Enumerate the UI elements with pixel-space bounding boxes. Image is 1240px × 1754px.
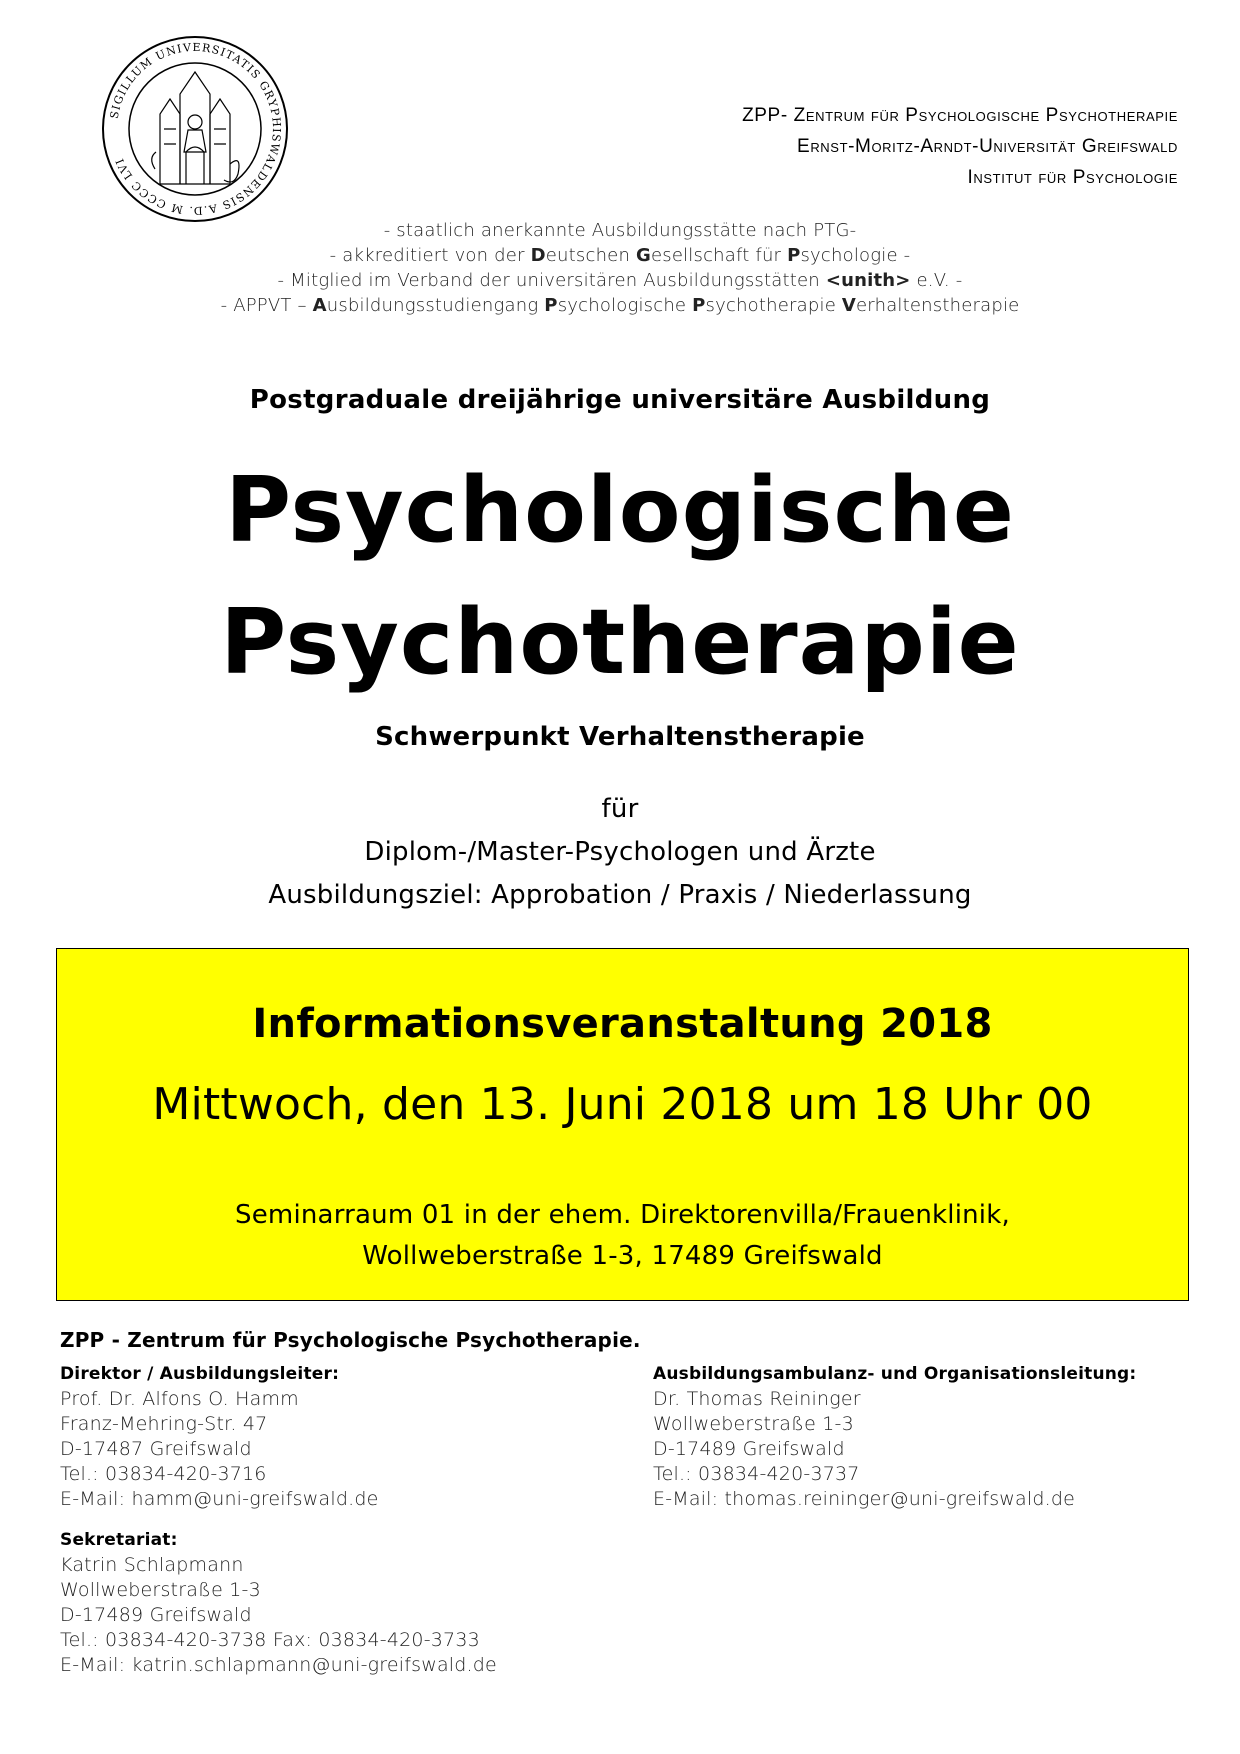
contact-director	[60, 1362, 378, 1512]
accreditation-list	[0, 218, 1240, 318]
contact-phone: Tel.: 03834-420-3737	[653, 1463, 860, 1485]
accreditation-line: - staatlich anerkannte Ausbildungsstätte nach PTG-	[383, 220, 857, 241]
event-title: Informationsveranstaltung 2018	[252, 1001, 993, 1047]
program-title-line: Psychotherapie	[220, 590, 1020, 695]
program-focus: Schwerpunkt Verhaltenstherapie	[375, 722, 865, 752]
institution-line-university: Ernst-Moritz-Arndt-Universität Greifswald	[797, 136, 1178, 157]
contact-role: Sekretariat:	[60, 1530, 178, 1550]
institution-line-zpp: ZPP- Zentrum für Psychologische Psychotherapie	[742, 105, 1178, 126]
contact-phone: Tel.: 03834-420-3738 Fax: 03834-420-3733	[60, 1629, 480, 1651]
event-date: Mittwoch, den 13. Juni 2018 um 18 Uhr 00	[152, 1079, 1093, 1130]
contact-street: Wollweberstraße 1-3	[60, 1579, 261, 1601]
contact-city: D-17487 Greifswald	[60, 1438, 252, 1460]
contact-name: Katrin Schlapmann	[60, 1554, 244, 1576]
accreditation-line: - Mitglied im Verband der universitären Ausbildungsstätten <unith> e.V. -	[277, 270, 963, 291]
program-target	[0, 788, 1240, 917]
svg-text:SIGILLUM UNIVERSITATIS GRYPHIS: SIGILLUM UNIVERSITATIS GRYPHISWALDENSIS A.D. M CCCC LVI	[107, 40, 284, 218]
target-goal: Ausbildungsziel: Approbation / Praxis / Niederlassung	[268, 880, 972, 910]
contact-role: Ausbildungsambulanz- und Organisationsleitung:	[653, 1364, 1137, 1384]
institution-line-institute: Institut für Psychologie	[967, 167, 1178, 188]
contact-ambulance	[653, 1362, 1136, 1512]
university-seal	[100, 34, 290, 224]
contact-name: Prof. Dr. Alfons O. Hamm	[60, 1388, 299, 1410]
program-title-line: Psychologische	[225, 458, 1015, 563]
accreditation-line: - APPVT – Ausbildungsstudiengang Psychologische Psychotherapie Verhaltenstherapie	[220, 295, 1020, 316]
contact-phone: Tel.: 03834-420-3716	[60, 1463, 267, 1485]
contact-name: Dr. Thomas Reininger	[653, 1388, 861, 1410]
footer-title: ZPP - Zentrum für Psychologische Psychotherapie.	[60, 1328, 641, 1352]
contact-role: Direktor / Ausbildungsleiter:	[60, 1364, 340, 1384]
venue-line: Wollweberstraße 1-3, 17489 Greifswald	[362, 1241, 883, 1271]
contact-email[interactable]: E-Mail: thomas.reininger@uni-greifswald.de	[653, 1488, 1076, 1510]
institution-header	[742, 100, 1178, 193]
program-title	[0, 445, 1240, 709]
target-audience: Diplom-/Master-Psychologen und Ärzte	[364, 837, 876, 867]
venue-line: Seminarraum 01 in der ehem. Direktorenvilla/Frauenklinik,	[235, 1200, 1010, 1230]
contact-email[interactable]: E-Mail: katrin.schlapmann@uni-greifswald.de	[60, 1654, 497, 1676]
contact-secretariat	[60, 1528, 497, 1678]
target-for: für	[601, 794, 639, 824]
contact-city: D-17489 Greifswald	[60, 1604, 252, 1626]
program-subtitle: Postgraduale dreijährige universitäre Ausbildung	[249, 385, 991, 415]
accreditation-line: - akkreditiert von der Deutschen Gesellschaft für Psychologie -	[329, 245, 911, 266]
event-info-box	[56, 948, 1189, 1301]
contact-email[interactable]: E-Mail: hamm@uni-greifswald.de	[60, 1488, 379, 1510]
event-venue	[57, 1195, 1188, 1277]
contact-street: Wollweberstraße 1-3	[653, 1413, 854, 1435]
contact-street: Franz-Mehring-Str. 47	[60, 1413, 268, 1435]
contact-city: D-17489 Greifswald	[653, 1438, 845, 1460]
